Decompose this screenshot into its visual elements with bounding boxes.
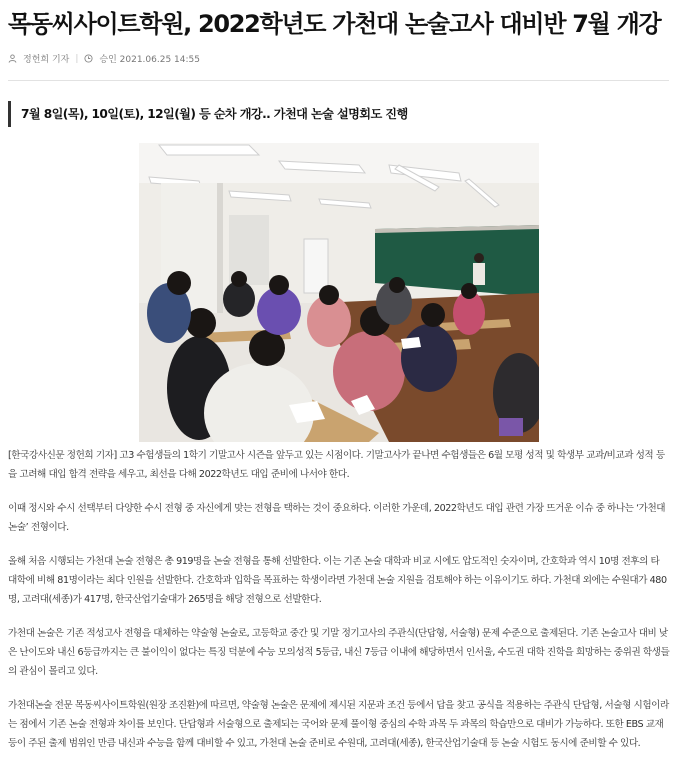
paragraph: 올해 처음 시행되는 가천대 논술 전형은 총 919명을 논술 전형을 통해 선발한다. 이는 기존 논술 대학과 비교 시에도 압도적인 숫자이며, 간호학과 역시 10명 전후의 타 대학에 비해 81명이라는 최다 인원을 선발한다. 간호학과 입학을 목표하는 학생이라면 가천대 논술 지원을 검토해야 하는 이유이기도 하다. 가천대 외에는 수원대가 480명, 고려대(세종)가 417명, 한국산업기술대가 265명을 해당 전형으로 선발한다. (8, 556, 667, 605)
meta-divider: | (75, 53, 79, 64)
article-subtitle: 7월 8일(목), 10일(토), 12일(월) 등 순차 개강.. 가천대 논술 설명회도 진행 (8, 101, 668, 127)
reporter-name[interactable]: 정헌희 기자 (23, 55, 70, 65)
article-meta (8, 52, 200, 65)
classroom-photo (139, 143, 539, 442)
article-body (8, 446, 670, 753)
paragraph: 이때 정시와 수시 선택부터 다양한 수시 전형 중 자신에게 맞는 전형을 택하는 것이 중요하다. 이러한 가운데, 2022학년도 대입 관련 가장 뜨거운 이슈 중 하나는 ‘가천대 논술’ 전형이다. (8, 503, 666, 533)
paragraph: 가천대 논술은 기존 적성고사 전형을 대체하는 약술형 논술로, 고등학교 중간 및 기말 정기고사의 주관식(단답형, 서술형) 문제 수준으로 출제된다. 기존 논술고사 대비 낮은 난이도와 내신 6등급까지는 큰 불이익이 없다는 특징 덕분에 수능 모의성적 5등급, 내신 7등급 이내에 해당하면서 인서울, 수도권 대학 진학을 희망하는 중위권 학생들의 관심이 몰리고 있다. (8, 628, 670, 677)
paragraph: [한국강사신문 정헌희 기자] 고3 수험생들의 1학기 기말고사 시즌을 앞두고 있는 시점이다. 기말고사가 끝나면 수험생들은 6월 모평 성적 및 학생부 교과/비교과 성적 등을 고려해 대입 합격 전략을 세우고, 최선을 다해 2022학년도 대입 준비에 나서야 한다. (8, 450, 665, 480)
paragraph: 가천대논술 전문 목동씨사이트학원(원장 조진환)에 따르면, 약술형 논술은 문제에 제시된 지문과 조건 등에서 답을 찾고 공식을 적용하는 주관식 단답형, 서술형 시험이라는 점에서 기존 논술 전형과 차이를 보인다. 단답형과 서술형으로 출제되는 국어와 문제 풀이형 중심의 수학 과목 두 과목의 학습만으로 대비가 가능하다. 또한 EBS 교재 등이 주된 출제 범위인 만큼 내신과 수능을 함께 대비할 수 있고, 가천대 논술 준비로 수원대, 고려대(세종), 한국산업기술대 등 논술 시험도 동시에 준비할 수 있다. (8, 700, 669, 749)
approved-date: 승인 2021.06.25 14:55 (99, 55, 200, 65)
person-icon (8, 54, 17, 63)
clock-icon (84, 54, 93, 63)
article-title: 목동씨사이트학원, 2022학년도 가천대 논술고사 대비반 7월 개강 (8, 10, 661, 38)
title-divider (8, 80, 669, 81)
